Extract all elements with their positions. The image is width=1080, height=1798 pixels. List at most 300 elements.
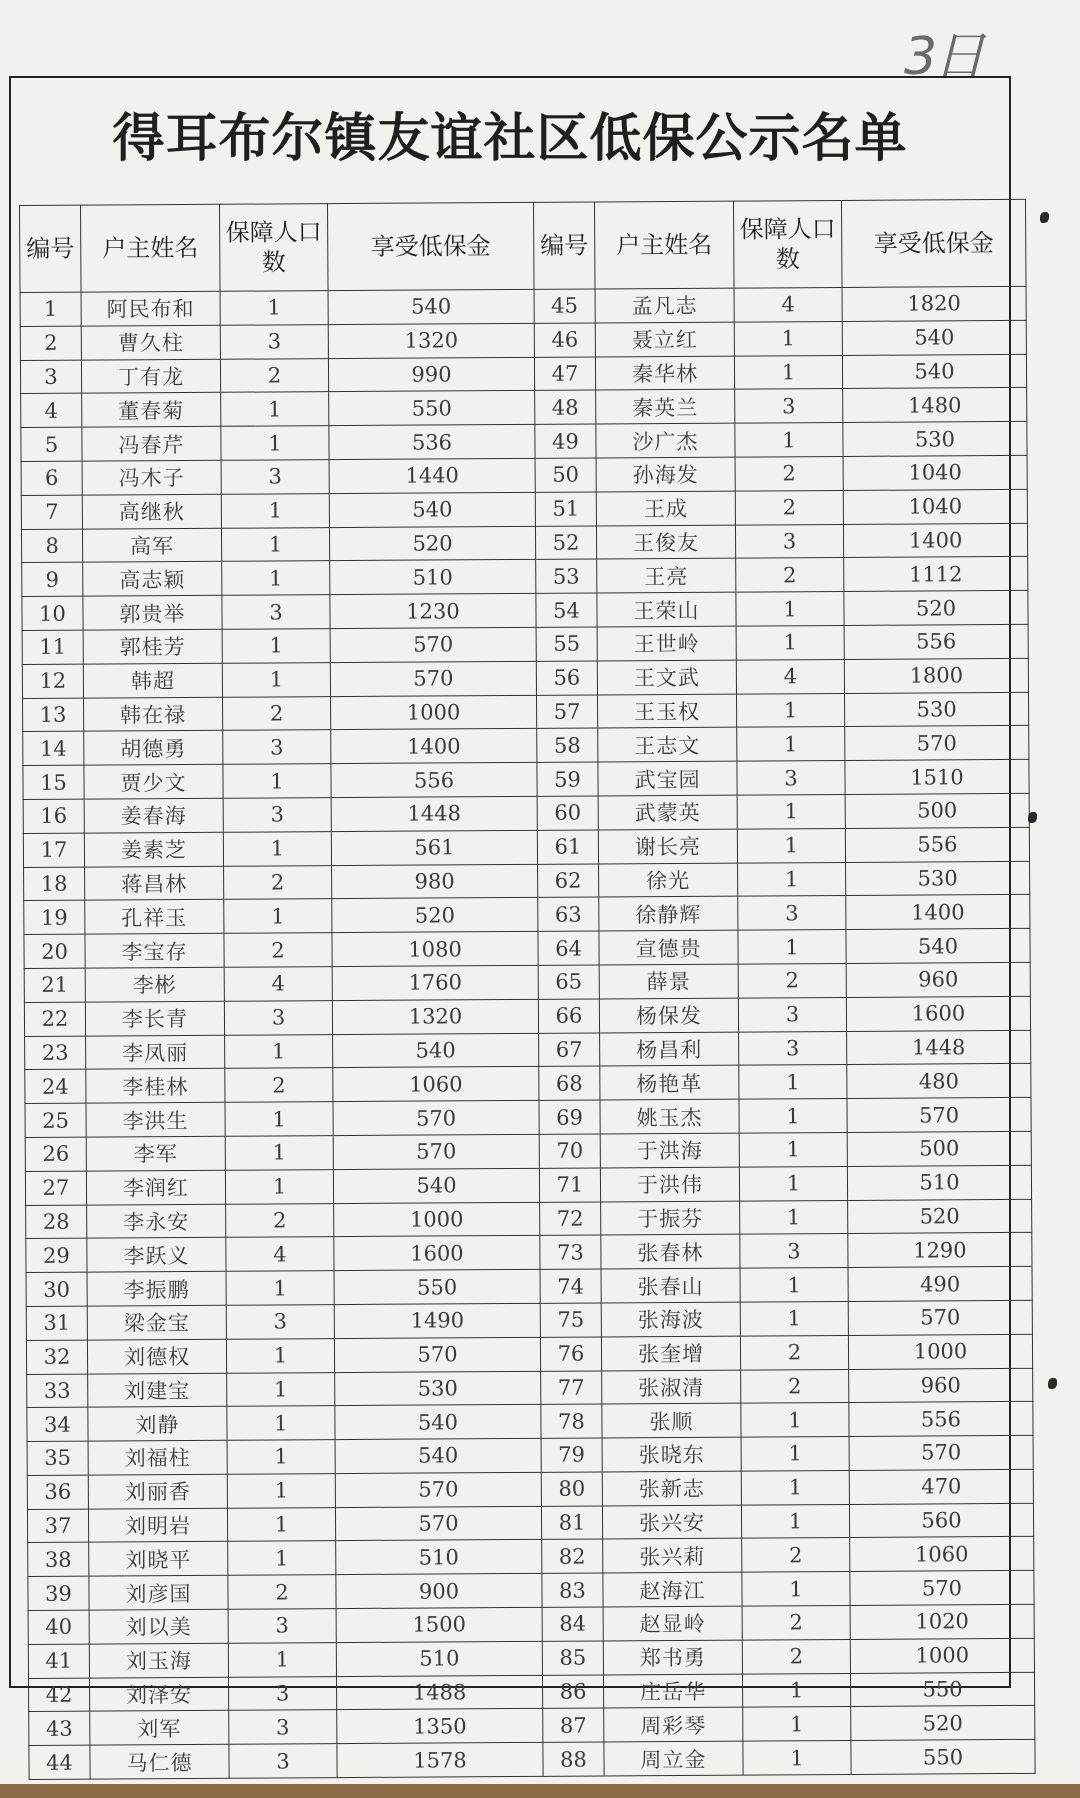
household-head-name-right: 杨保发 bbox=[599, 998, 738, 1033]
household-head-name-right: 张兴安 bbox=[602, 1505, 741, 1540]
covered-persons-left: 1 bbox=[225, 1169, 333, 1203]
household-head-name-left: 刘静 bbox=[88, 1407, 227, 1442]
record-number-right: 68 bbox=[539, 1066, 600, 1100]
household-head-name-right: 张春林 bbox=[601, 1234, 740, 1269]
record-number-left: 36 bbox=[27, 1475, 88, 1509]
record-number-right: 74 bbox=[540, 1269, 601, 1303]
record-number-left: 41 bbox=[28, 1644, 89, 1678]
allowance-amount-right: 1000 bbox=[848, 1334, 1032, 1369]
household-head-name-right: 薛景 bbox=[599, 964, 738, 999]
covered-persons-left: 4 bbox=[226, 1237, 334, 1271]
record-number-right: 62 bbox=[538, 864, 599, 898]
allowance-amount-left: 540 bbox=[329, 492, 535, 527]
household-head-name-left: 郭桂芳 bbox=[83, 629, 222, 664]
covered-persons-right: 2 bbox=[736, 558, 844, 592]
covered-persons-left: 1 bbox=[227, 1440, 335, 1474]
allowance-amount-left: 520 bbox=[332, 898, 538, 933]
allowance-amount-right: 1000 bbox=[850, 1638, 1034, 1673]
covered-persons-left: 1 bbox=[227, 1473, 335, 1507]
household-head-name-left: 刘晓平 bbox=[89, 1542, 228, 1577]
record-number-left: 6 bbox=[21, 461, 82, 495]
allowance-amount-left: 1320 bbox=[328, 323, 534, 358]
record-number-right: 85 bbox=[542, 1641, 603, 1675]
covered-persons-left: 2 bbox=[228, 1575, 336, 1609]
household-head-name-left: 刘彦国 bbox=[89, 1576, 228, 1611]
record-number-left: 17 bbox=[23, 833, 84, 867]
record-number-left: 26 bbox=[25, 1137, 86, 1171]
household-head-name-left: 郭贵举 bbox=[83, 595, 222, 630]
covered-persons-right: 1 bbox=[742, 1673, 850, 1707]
household-head-name-right: 武蒙英 bbox=[598, 795, 737, 830]
record-number-right: 79 bbox=[541, 1438, 602, 1472]
allowance-amount-right: 1480 bbox=[843, 388, 1027, 423]
record-number-left: 11 bbox=[22, 630, 83, 664]
covered-persons-right: 1 bbox=[736, 693, 844, 727]
record-number-left: 38 bbox=[28, 1543, 89, 1577]
allowance-amount-right: 1448 bbox=[847, 1030, 1031, 1065]
household-head-name-right: 杨艳革 bbox=[600, 1065, 739, 1100]
household-head-name-right: 宣德贵 bbox=[599, 930, 738, 965]
covered-persons-right: 1 bbox=[738, 930, 846, 964]
record-number-left: 21 bbox=[24, 968, 85, 1002]
record-number-right: 82 bbox=[542, 1539, 603, 1573]
header-number-right: 编号 bbox=[533, 202, 595, 289]
record-number-left: 40 bbox=[28, 1610, 89, 1644]
covered-persons-left: 3 bbox=[229, 1744, 337, 1778]
allowance-amount-left: 540 bbox=[333, 1033, 539, 1068]
record-number-right: 80 bbox=[541, 1472, 602, 1506]
household-head-name-right: 张顺 bbox=[602, 1403, 741, 1438]
table-header-row bbox=[20, 199, 1027, 292]
covered-persons-left: 3 bbox=[224, 1000, 332, 1034]
allowance-amount-right: 1400 bbox=[843, 523, 1027, 558]
household-head-name-left: 李长青 bbox=[85, 1001, 224, 1036]
covered-persons-left: 2 bbox=[224, 865, 332, 899]
header-household-name-right: 户主姓名 bbox=[594, 201, 734, 289]
allowance-amount-right: 560 bbox=[849, 1503, 1033, 1538]
household-head-name-right: 武宝园 bbox=[598, 761, 737, 796]
covered-persons-left: 3 bbox=[221, 460, 329, 494]
record-number-right: 50 bbox=[535, 458, 596, 492]
record-number-right: 86 bbox=[542, 1675, 603, 1709]
record-number-left: 15 bbox=[23, 765, 84, 799]
covered-persons-right: 1 bbox=[741, 1437, 849, 1471]
household-head-name-right: 王玉权 bbox=[598, 694, 737, 729]
household-head-name-left: 刘德权 bbox=[87, 1339, 226, 1374]
allowance-amount-left: 1400 bbox=[331, 729, 537, 764]
household-head-name-right: 张兴莉 bbox=[603, 1539, 742, 1574]
allowance-amount-left: 536 bbox=[329, 425, 535, 460]
household-head-name-right: 周彩琴 bbox=[604, 1708, 743, 1743]
household-head-name-right: 张春山 bbox=[601, 1268, 740, 1303]
header-household-name-left: 户主姓名 bbox=[81, 204, 221, 292]
header-amount-left: 享受低保金 bbox=[327, 202, 534, 290]
covered-persons-right: 1 bbox=[739, 1099, 847, 1133]
household-head-name-left: 李宝存 bbox=[85, 933, 224, 968]
household-head-name-left: 李跃义 bbox=[87, 1238, 226, 1273]
household-head-name-right: 王文武 bbox=[597, 660, 736, 695]
covered-persons-right: 2 bbox=[740, 1335, 848, 1369]
allowance-amount-left: 900 bbox=[336, 1574, 542, 1609]
household-head-name-left: 刘丽香 bbox=[88, 1474, 227, 1509]
allowance-amount-left: 540 bbox=[333, 1168, 539, 1203]
record-number-left: 39 bbox=[28, 1576, 89, 1610]
household-head-name-right: 王志文 bbox=[598, 727, 737, 762]
record-number-left: 33 bbox=[27, 1374, 88, 1408]
record-number-left: 37 bbox=[27, 1509, 88, 1543]
allowance-amount-right: 1400 bbox=[846, 895, 1030, 930]
record-number-left: 32 bbox=[26, 1340, 87, 1374]
covered-persons-left: 1 bbox=[221, 493, 329, 527]
covered-persons-right: 1 bbox=[736, 625, 844, 659]
covered-persons-left: 1 bbox=[221, 527, 329, 561]
allowance-amount-left: 1490 bbox=[334, 1303, 540, 1338]
covered-persons-right: 3 bbox=[737, 761, 845, 795]
allowance-amount-left: 510 bbox=[336, 1641, 542, 1676]
record-number-left: 3 bbox=[20, 360, 81, 394]
allowance-amount-left: 556 bbox=[331, 763, 537, 798]
allowance-amount-left: 1578 bbox=[337, 1743, 543, 1778]
allowance-amount-right: 556 bbox=[849, 1402, 1033, 1437]
covered-persons-right: 1 bbox=[734, 321, 842, 355]
covered-persons-right: 1 bbox=[741, 1504, 849, 1538]
record-number-right: 56 bbox=[536, 661, 597, 695]
allowance-amount-left: 530 bbox=[335, 1371, 541, 1406]
household-head-name-right: 徐静辉 bbox=[599, 896, 738, 931]
household-head-name-left: 胡德勇 bbox=[84, 731, 223, 766]
household-head-name-right: 赵海江 bbox=[603, 1572, 742, 1607]
header-amount-right: 享受低保金 bbox=[841, 199, 1026, 287]
record-number-left: 31 bbox=[26, 1306, 87, 1340]
covered-persons-left: 1 bbox=[227, 1507, 335, 1541]
household-head-name-right: 孟凡志 bbox=[595, 288, 734, 323]
household-head-name-left: 李振鹏 bbox=[87, 1271, 226, 1306]
covered-persons-right: 1 bbox=[740, 1268, 848, 1302]
household-head-name-left: 韩在禄 bbox=[84, 697, 223, 732]
record-number-right: 67 bbox=[539, 1033, 600, 1067]
record-number-right: 84 bbox=[542, 1607, 603, 1641]
household-head-name-right: 谢长亮 bbox=[598, 829, 737, 864]
record-number-left: 10 bbox=[22, 596, 83, 630]
covered-persons-left: 1 bbox=[228, 1541, 336, 1575]
record-number-left: 4 bbox=[21, 394, 82, 428]
covered-persons-left: 3 bbox=[229, 1710, 337, 1744]
allowance-amount-right: 1820 bbox=[842, 286, 1026, 321]
record-number-left: 28 bbox=[26, 1205, 87, 1239]
covered-persons-left: 1 bbox=[226, 1338, 334, 1372]
allowance-amount-left: 980 bbox=[332, 864, 538, 899]
covered-persons-left: 1 bbox=[223, 831, 331, 865]
record-number-left: 8 bbox=[21, 529, 82, 563]
allowance-amount-right: 480 bbox=[847, 1064, 1031, 1099]
allowance-amount-right: 490 bbox=[848, 1266, 1032, 1301]
covered-persons-right: 3 bbox=[740, 1234, 848, 1268]
allowance-amount-right: 1060 bbox=[850, 1537, 1034, 1572]
household-head-name-left: 高志颖 bbox=[83, 562, 222, 597]
allowance-amount-left: 990 bbox=[328, 357, 534, 392]
covered-persons-right: 1 bbox=[738, 862, 846, 896]
covered-persons-left: 1 bbox=[225, 1102, 333, 1136]
covered-persons-left: 1 bbox=[220, 291, 328, 325]
household-head-name-right: 杨昌利 bbox=[600, 1032, 739, 1067]
allowance-amount-left: 1448 bbox=[331, 796, 537, 831]
record-number-left: 29 bbox=[26, 1238, 87, 1272]
household-head-name-left: 李军 bbox=[86, 1136, 225, 1171]
record-number-right: 83 bbox=[542, 1573, 603, 1607]
covered-persons-left: 1 bbox=[221, 426, 329, 460]
household-head-name-left: 李润红 bbox=[86, 1170, 225, 1205]
record-number-left: 30 bbox=[26, 1272, 87, 1306]
covered-persons-right: 2 bbox=[742, 1538, 850, 1572]
covered-persons-left: 1 bbox=[222, 629, 330, 663]
record-number-right: 78 bbox=[541, 1404, 602, 1438]
allowance-amount-left: 550 bbox=[334, 1269, 540, 1304]
household-head-name-left: 刘以美 bbox=[89, 1609, 228, 1644]
allowance-amount-right: 530 bbox=[843, 422, 1027, 457]
record-number-right: 57 bbox=[537, 695, 598, 729]
allowance-amount-left: 570 bbox=[333, 1100, 539, 1135]
household-head-name-right: 沙广杰 bbox=[596, 423, 735, 458]
covered-persons-left: 4 bbox=[224, 967, 332, 1001]
household-head-name-left: 韩超 bbox=[83, 663, 222, 698]
record-number-right: 58 bbox=[537, 728, 598, 762]
covered-persons-left: 1 bbox=[226, 1271, 334, 1305]
record-number-right: 54 bbox=[536, 593, 597, 627]
record-number-right: 71 bbox=[539, 1168, 600, 1202]
household-head-name-left: 刘泽安 bbox=[89, 1677, 228, 1712]
allowance-amount-left: 1230 bbox=[330, 594, 536, 629]
record-number-right: 61 bbox=[537, 830, 598, 864]
covered-persons-left: 2 bbox=[226, 1203, 334, 1237]
record-number-right: 45 bbox=[534, 289, 595, 323]
record-number-right: 60 bbox=[537, 796, 598, 830]
page-title: 得耳布尔镇友谊社区低保公示名单 bbox=[112, 109, 908, 169]
covered-persons-left: 3 bbox=[226, 1305, 334, 1339]
allowance-amount-left: 1760 bbox=[332, 965, 538, 1000]
punch-hole-mark bbox=[1040, 212, 1049, 223]
allowance-amount-right: 570 bbox=[847, 1097, 1031, 1132]
household-head-name-right: 秦英兰 bbox=[596, 390, 735, 425]
covered-persons-left: 2 bbox=[225, 1068, 333, 1102]
record-number-right: 69 bbox=[539, 1100, 600, 1134]
covered-persons-right: 2 bbox=[738, 963, 846, 997]
covered-persons-right: 1 bbox=[734, 355, 842, 389]
record-number-right: 65 bbox=[538, 965, 599, 999]
covered-persons-right: 2 bbox=[735, 490, 843, 524]
household-head-name-left: 刘玉海 bbox=[89, 1643, 228, 1678]
covered-persons-right: 2 bbox=[742, 1639, 850, 1673]
household-head-name-right: 张海波 bbox=[601, 1302, 740, 1337]
household-head-name-right: 姚玉杰 bbox=[600, 1099, 739, 1134]
allowance-amount-left: 550 bbox=[329, 391, 535, 426]
household-head-name-left: 李洪生 bbox=[86, 1102, 225, 1137]
covered-persons-left: 3 bbox=[228, 1609, 336, 1643]
record-number-right: 76 bbox=[540, 1337, 601, 1371]
household-head-name-right: 郑书勇 bbox=[603, 1640, 742, 1675]
allowance-amount-left: 570 bbox=[334, 1337, 540, 1372]
covered-persons-right: 1 bbox=[737, 727, 845, 761]
record-number-left: 14 bbox=[23, 731, 84, 765]
desk-edge bbox=[0, 1784, 1080, 1798]
covered-persons-right: 1 bbox=[742, 1572, 850, 1606]
allowance-amount-right: 470 bbox=[849, 1469, 1033, 1504]
household-head-name-left: 孔祥玉 bbox=[85, 900, 224, 935]
covered-persons-right: 1 bbox=[736, 592, 844, 626]
record-number-right: 59 bbox=[537, 762, 598, 796]
allowance-amount-right: 550 bbox=[850, 1672, 1034, 1707]
allowance-amount-left: 570 bbox=[335, 1506, 541, 1541]
record-number-left: 7 bbox=[21, 495, 82, 529]
allowance-amount-right: 1290 bbox=[848, 1233, 1032, 1268]
record-number-left: 12 bbox=[22, 664, 83, 698]
household-head-name-right: 徐光 bbox=[599, 863, 738, 898]
punch-hole-mark bbox=[1028, 812, 1037, 823]
household-head-name-right: 于洪海 bbox=[600, 1133, 739, 1168]
record-number-right: 77 bbox=[541, 1370, 602, 1404]
household-head-name-right: 周立金 bbox=[604, 1741, 743, 1776]
allowance-amount-left: 1500 bbox=[336, 1607, 542, 1642]
record-number-right: 46 bbox=[534, 323, 595, 357]
covered-persons-left: 1 bbox=[222, 662, 330, 696]
punch-hole-mark bbox=[1048, 1378, 1057, 1389]
allowance-amount-left: 570 bbox=[330, 661, 536, 696]
allowance-amount-right: 510 bbox=[847, 1165, 1031, 1200]
record-number-left: 27 bbox=[25, 1171, 86, 1205]
household-head-name-right: 孙海发 bbox=[596, 457, 735, 492]
allowance-amount-left: 1000 bbox=[331, 695, 537, 730]
covered-persons-left: 2 bbox=[223, 696, 331, 730]
household-head-name-right: 庄岳华 bbox=[603, 1674, 742, 1709]
allowance-amount-right: 1020 bbox=[850, 1604, 1034, 1639]
allowance-amount-right: 570 bbox=[850, 1571, 1034, 1606]
record-number-right: 63 bbox=[538, 897, 599, 931]
allowance-amount-right: 520 bbox=[851, 1706, 1035, 1741]
record-number-left: 34 bbox=[27, 1407, 88, 1441]
household-head-name-left: 马仁德 bbox=[90, 1745, 229, 1780]
allowance-amount-right: 1040 bbox=[843, 489, 1027, 524]
allowance-amount-left: 570 bbox=[333, 1134, 539, 1169]
covered-persons-left: 1 bbox=[227, 1372, 335, 1406]
record-number-right: 70 bbox=[539, 1134, 600, 1168]
allowance-amount-right: 556 bbox=[844, 624, 1028, 659]
household-head-name-left: 姜素芝 bbox=[84, 832, 223, 867]
record-number-right: 53 bbox=[536, 559, 597, 593]
household-head-name-left: 阿民布和 bbox=[81, 291, 220, 326]
record-number-right: 75 bbox=[540, 1303, 601, 1337]
allowance-amount-left: 570 bbox=[335, 1472, 541, 1507]
covered-persons-right: 1 bbox=[739, 1065, 847, 1099]
allowance-amount-left: 1440 bbox=[329, 458, 535, 493]
covered-persons-left: 3 bbox=[223, 798, 331, 832]
covered-persons-right: 3 bbox=[735, 389, 843, 423]
covered-persons-left: 3 bbox=[228, 1676, 336, 1710]
record-number-left: 2 bbox=[20, 326, 81, 360]
household-head-name-left: 冯春芹 bbox=[82, 426, 221, 461]
covered-persons-left: 2 bbox=[220, 358, 328, 392]
household-head-name-right: 于洪伟 bbox=[600, 1167, 739, 1202]
allowance-amount-right: 1600 bbox=[846, 996, 1030, 1031]
allowance-amount-right: 520 bbox=[844, 591, 1028, 626]
record-number-right: 47 bbox=[534, 357, 595, 391]
record-number-left: 18 bbox=[24, 867, 85, 901]
covered-persons-right: 1 bbox=[740, 1200, 848, 1234]
allowance-amount-left: 510 bbox=[330, 560, 536, 595]
allowance-amount-left: 540 bbox=[335, 1405, 541, 1440]
covered-persons-right: 1 bbox=[737, 794, 845, 828]
covered-persons-right: 2 bbox=[741, 1369, 849, 1403]
covered-persons-left: 2 bbox=[224, 933, 332, 967]
covered-persons-right: 1 bbox=[740, 1301, 848, 1335]
covered-persons-right: 1 bbox=[739, 1166, 847, 1200]
record-number-left: 19 bbox=[24, 900, 85, 934]
allowance-amount-left: 1488 bbox=[336, 1675, 542, 1710]
record-number-left: 5 bbox=[21, 427, 82, 461]
covered-persons-right: 3 bbox=[739, 1031, 847, 1065]
allowance-amount-right: 550 bbox=[851, 1740, 1035, 1775]
record-number-right: 51 bbox=[535, 492, 596, 526]
record-number-left: 16 bbox=[23, 799, 84, 833]
allowance-amount-right: 960 bbox=[849, 1368, 1033, 1403]
household-head-name-right: 张淑清 bbox=[602, 1370, 741, 1405]
header-persons-right: 保障人口数 bbox=[733, 200, 842, 288]
allowance-amount-left: 520 bbox=[329, 526, 535, 561]
allowance-amount-left: 540 bbox=[335, 1438, 541, 1473]
covered-persons-left: 1 bbox=[228, 1642, 336, 1676]
record-number-right: 66 bbox=[538, 999, 599, 1033]
allowance-amount-left: 510 bbox=[336, 1540, 542, 1575]
allowance-amount-right: 540 bbox=[846, 928, 1030, 963]
allowance-amount-left: 1080 bbox=[332, 931, 538, 966]
allowance-amount-right: 960 bbox=[846, 962, 1030, 997]
covered-persons-right: 3 bbox=[738, 997, 846, 1031]
household-head-name-left: 高军 bbox=[82, 528, 221, 563]
covered-persons-left: 3 bbox=[223, 730, 331, 764]
covered-persons-right: 3 bbox=[738, 896, 846, 930]
allowance-amount-right: 530 bbox=[846, 861, 1030, 896]
allowance-amount-right: 1510 bbox=[845, 759, 1029, 794]
record-number-right: 73 bbox=[540, 1235, 601, 1269]
allowance-amount-right: 1112 bbox=[844, 557, 1028, 592]
record-number-left: 44 bbox=[29, 1745, 90, 1779]
covered-persons-right: 1 bbox=[735, 423, 843, 457]
covered-persons-right: 4 bbox=[736, 659, 844, 693]
record-number-right: 55 bbox=[536, 627, 597, 661]
record-number-right: 48 bbox=[535, 390, 596, 424]
household-head-name-right: 张晓东 bbox=[602, 1437, 741, 1472]
covered-persons-right: 1 bbox=[743, 1741, 851, 1775]
allowance-amount-right: 570 bbox=[849, 1435, 1033, 1470]
covered-persons-right: 2 bbox=[735, 456, 843, 490]
household-head-name-left: 丁有龙 bbox=[81, 359, 220, 394]
record-number-left: 20 bbox=[24, 934, 85, 968]
covered-persons-right: 3 bbox=[735, 524, 843, 558]
household-head-name-right: 赵显岭 bbox=[603, 1606, 742, 1641]
record-number-right: 52 bbox=[535, 526, 596, 560]
table-row bbox=[29, 1740, 1035, 1780]
allowance-amount-left: 570 bbox=[330, 627, 536, 662]
record-number-right: 49 bbox=[535, 424, 596, 458]
allowance-amount-left: 1320 bbox=[332, 999, 538, 1034]
record-number-right: 88 bbox=[543, 1742, 604, 1776]
household-head-name-right: 张新志 bbox=[602, 1471, 741, 1506]
covered-persons-right: 4 bbox=[734, 287, 842, 321]
record-number-left: 22 bbox=[24, 1002, 85, 1036]
covered-persons-left: 1 bbox=[224, 899, 332, 933]
covered-persons-left: 1 bbox=[227, 1406, 335, 1440]
household-head-name-left: 李桂林 bbox=[86, 1069, 225, 1104]
allowance-amount-right: 1800 bbox=[844, 658, 1028, 693]
record-number-right: 81 bbox=[541, 1506, 602, 1540]
